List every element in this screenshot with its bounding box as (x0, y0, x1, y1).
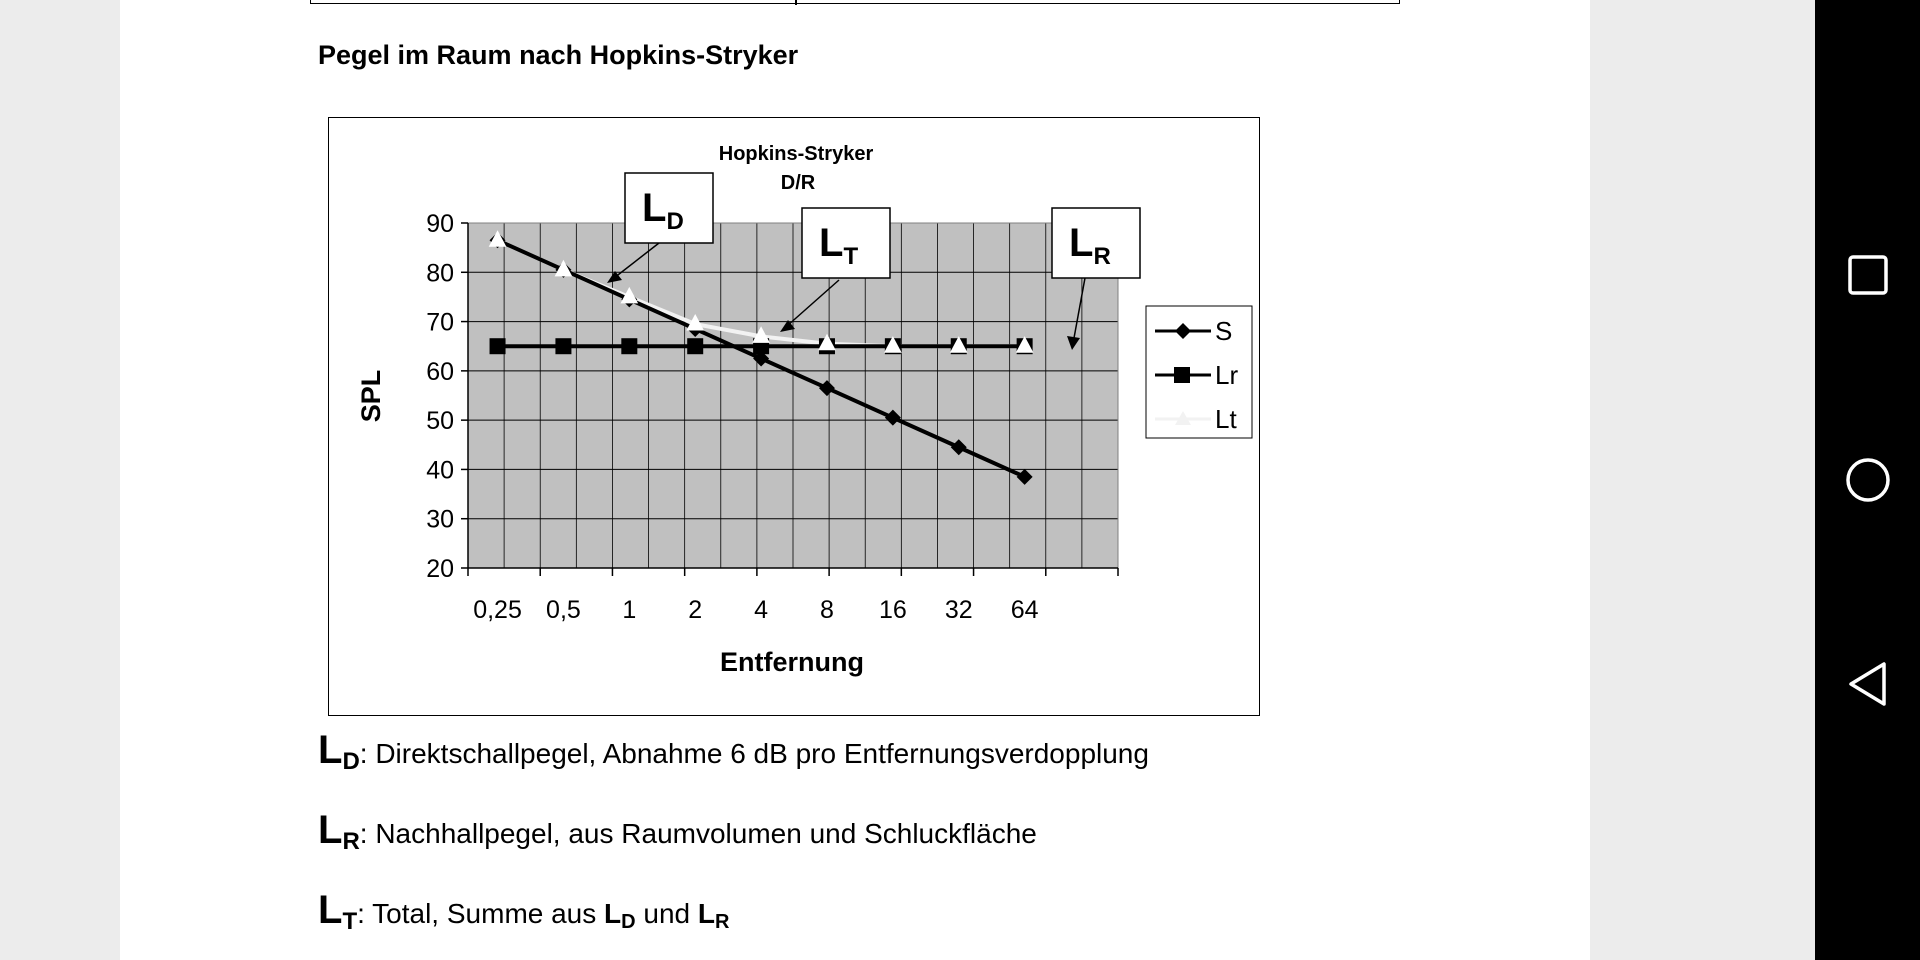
definition-lt-symbol: L (318, 888, 343, 932)
x-axis-label: Entfernung (720, 647, 864, 677)
x-tick-label: 1 (622, 596, 637, 624)
definition-lr-sub: R (342, 828, 360, 855)
definition-lt-sub: T (342, 908, 358, 935)
annotation-lr-sub: R (1093, 243, 1111, 270)
x-tick-labels (473, 596, 1038, 624)
x-tick-label: 0,5 (546, 596, 581, 624)
definition-lr (318, 808, 1037, 853)
data-point-lr (621, 338, 637, 354)
chart-subtitle: D/R (780, 172, 816, 194)
x-tick-label: 0,25 (473, 596, 522, 624)
y-tick-label: 40 (426, 456, 454, 485)
y-tick-label: 60 (426, 357, 454, 386)
x-tick-label: 8 (820, 596, 834, 624)
annotation-ld-sub: D (666, 208, 684, 235)
recent-apps-icon[interactable] (1842, 249, 1894, 301)
y-tick-label: 70 (426, 308, 454, 337)
chart-title: Hopkins-Stryker (718, 143, 874, 165)
data-point-lr (687, 338, 703, 354)
chart-frame (328, 117, 1260, 716)
legend-label-lr: Lr (1215, 360, 1239, 390)
y-tick-label: 30 (426, 505, 454, 534)
definition-ld-text: : Direktschallpegel, Abnahme 6 dB pro Entfernungsverdopplung (359, 738, 1149, 769)
definition-ld-sub: D (342, 748, 360, 775)
annotation-lt-main: L (819, 221, 844, 265)
previous-table-divider (795, 0, 797, 5)
annotation-ld-main: L (642, 186, 667, 230)
legend-label-s: S (1215, 316, 1233, 346)
annotation-lr-main: L (1069, 221, 1094, 265)
definition-lt-ref1-sub: D (621, 911, 636, 933)
x-tick-label: 2 (688, 596, 703, 624)
definition-lt-ref2-sub: R (715, 911, 730, 933)
definition-lt-mid: und (635, 898, 698, 929)
y-tick-label: 20 (426, 555, 454, 583)
right-gutter (1590, 0, 1815, 960)
definition-ld (318, 728, 1149, 773)
y-tick-labels (426, 210, 454, 583)
definition-lt-ref2: L (697, 898, 715, 929)
back-icon[interactable] (1842, 658, 1894, 710)
definition-lr-text: : Nachhallpegel, aus Raumvolumen und Schluckfläche (359, 818, 1037, 849)
x-tick-label: 64 (1010, 596, 1039, 624)
y-axis-label: SPL (356, 369, 386, 423)
x-tick-label: 32 (944, 596, 973, 624)
y-tick-label: 50 (426, 407, 454, 436)
data-point-lr (490, 338, 506, 354)
section-heading: Pegel im Raum nach Hopkins-Stryker (318, 40, 799, 70)
x-tick-label: 16 (878, 596, 907, 624)
legend-label-lt: Lt (1215, 404, 1237, 434)
legend (1146, 306, 1252, 438)
home-icon[interactable] (1842, 454, 1894, 506)
left-gutter (0, 0, 120, 960)
hopkins-stryker-chart (329, 118, 1259, 715)
previous-table-bottom (310, 0, 1400, 4)
definition-lt-ref1: L (604, 898, 622, 929)
data-point-lr (555, 338, 571, 354)
definition-lr-symbol: L (318, 808, 343, 852)
annotation-lt-sub: T (843, 243, 859, 270)
definition-ld-symbol: L (318, 728, 343, 772)
definition-lt-text: : Total, Summe aus (357, 898, 605, 929)
y-tick-label: 80 (426, 259, 454, 288)
legend-marker-lr (1174, 367, 1190, 383)
y-tick-label: 90 (426, 210, 454, 238)
definition-lt (318, 888, 729, 933)
x-tick-label: 4 (754, 596, 769, 624)
